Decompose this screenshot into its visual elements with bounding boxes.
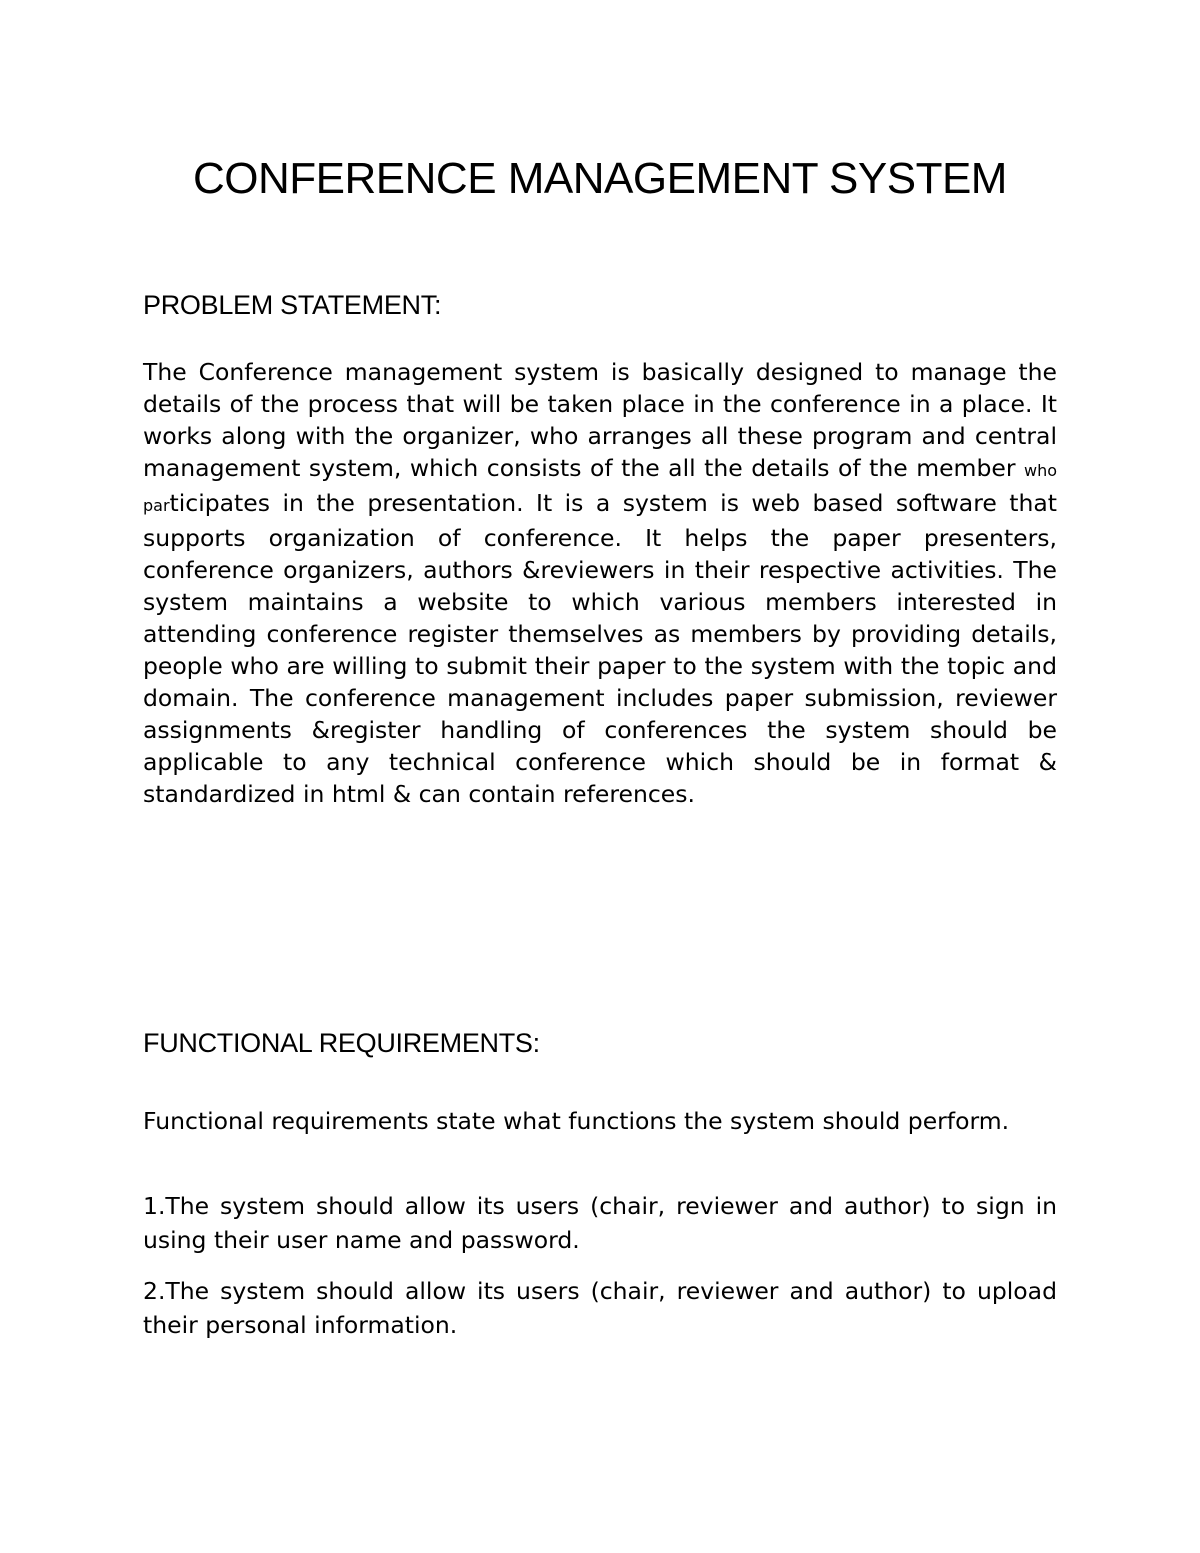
functional-requirements-heading: FUNCTIONAL REQUIREMENTS: bbox=[143, 1028, 540, 1058]
problem-statement-paragraph bbox=[143, 356, 1057, 810]
problem-statement-small-text: who par bbox=[143, 461, 1057, 515]
problem-statement-text-part2: ticipates in the presentation. It is a system is web based software that supports organization of conference. It helps the paper presenters, conference organizers, authors &reviewers in their respective activities. The system maintains a website to which various members interested in attending conference register themselves as members by providing details, people who are willing to submit their paper to the system with the topic and domain. The conference management includes paper submission, reviewer assignments &register handling of conferences the system should be applicable to any technical conference which should be in format & standardized in html & can contain references. bbox=[143, 489, 1057, 808]
problem-statement-heading: PROBLEM STATEMENT: bbox=[143, 290, 442, 320]
functional-requirements-intro: Functional requirements state what functions the system should perform. bbox=[143, 1107, 1010, 1135]
functional-requirement-item: 1.The system should allow its users (chair, reviewer and author) to sign in using their user name and password. bbox=[143, 1192, 1057, 1254]
functional-requirement-item: 2.The system should allow its users (chair, reviewer and author) to upload their personal information. bbox=[143, 1277, 1057, 1339]
problem-statement-text-part1: The Conference management system is basically designed to manage the details of the process that will be taken place in the conference in a place. It works along with the organizer, who arranges all these program and central management system, which consists of the all the details of the member bbox=[143, 358, 1057, 482]
document-title: CONFERENCE MANAGEMENT SYSTEM bbox=[193, 154, 1007, 203]
